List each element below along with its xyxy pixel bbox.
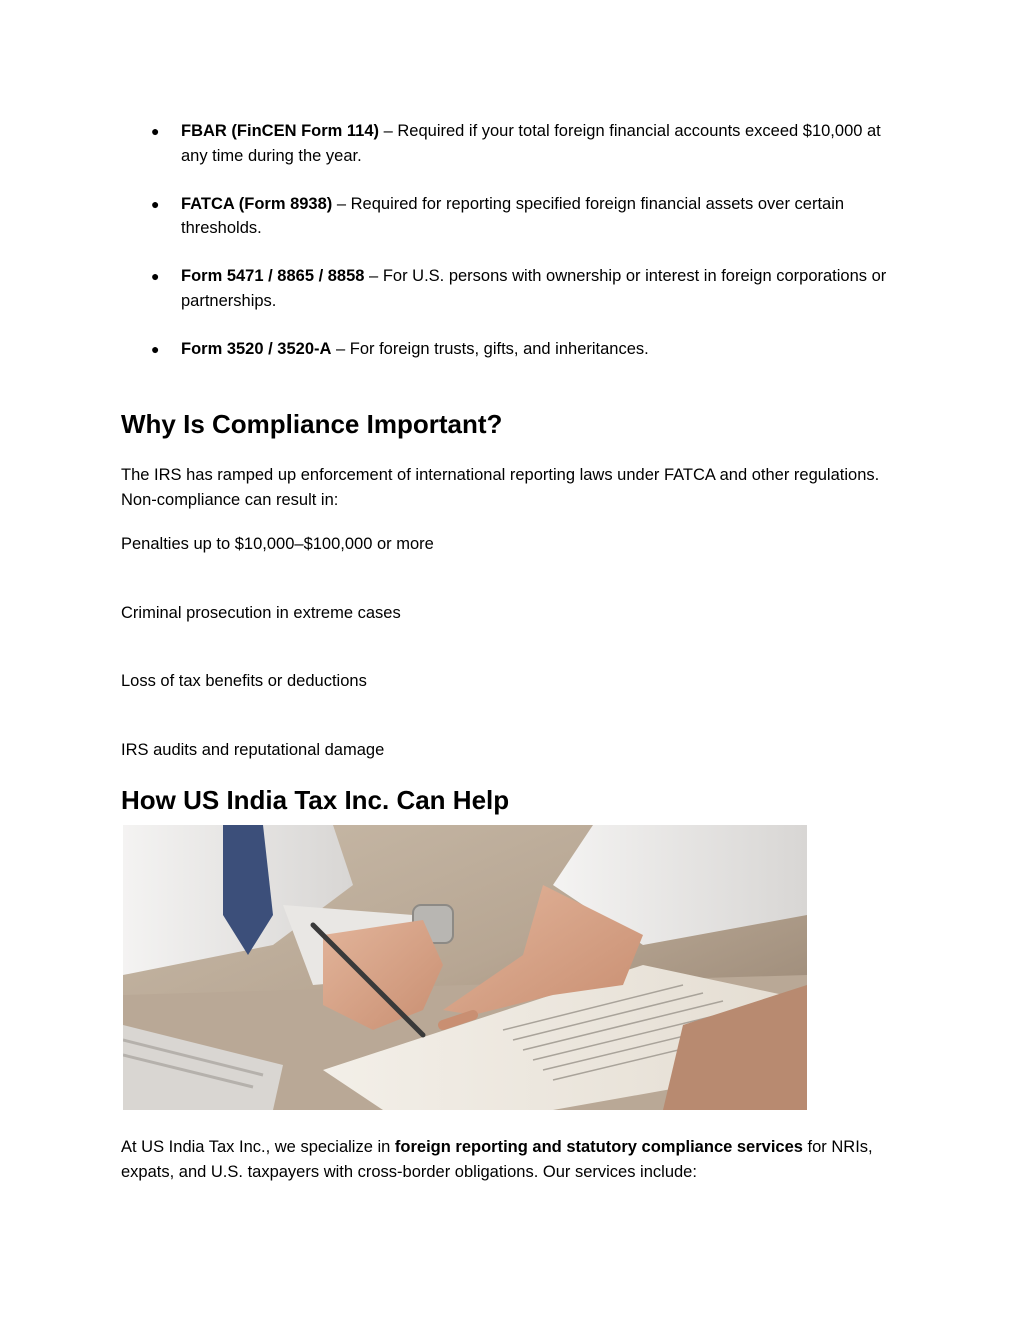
document-signing-photo xyxy=(123,825,807,1110)
form-description: – Required if your total foreign financial accounts exceed $10,000 at any time during the year. xyxy=(181,122,881,165)
consequence-item: Loss of tax benefits or deductions xyxy=(121,672,367,690)
bullet-icon: ● xyxy=(151,340,160,357)
form-description: – Required for reporting specified foreign financial assets over certain thresholds. xyxy=(181,194,845,237)
form-description: – For U.S. persons with ownership or interest in foreign corporations or partnerships. xyxy=(181,267,887,310)
bullet-icon: ● xyxy=(151,195,160,212)
form-name: Form 5471 / 8865 / 8858 xyxy=(181,267,365,285)
list-item xyxy=(151,192,891,241)
form-name: FATCA (Form 8938) xyxy=(181,194,333,213)
list-item xyxy=(151,264,891,313)
form-name: FBAR (FinCEN Form 114) xyxy=(181,122,380,140)
help-intro xyxy=(121,1135,891,1184)
help-intro-emphasis: foreign reporting and statutory compliance services xyxy=(394,1138,803,1156)
help-intro-start: At US India Tax Inc., we specialize in xyxy=(121,1138,395,1156)
compliance-heading: Why Is Compliance Important? xyxy=(121,409,503,439)
list-item xyxy=(151,119,891,168)
consequence-item: Penalties up to $10,000–$100,000 or more xyxy=(121,535,434,553)
consequence-item: Criminal prosecution in extreme cases xyxy=(121,604,401,622)
form-name: Form 3520 / 3520-A xyxy=(181,339,332,358)
form-description: – For foreign trusts, gifts, and inheritances. xyxy=(331,339,649,358)
help-heading: How US India Tax Inc. Can Help xyxy=(121,785,510,815)
bullet-icon: ● xyxy=(151,123,160,139)
list-item xyxy=(151,337,891,362)
bullet-icon: ● xyxy=(151,268,160,284)
consequence-item: IRS audits and reputational damage xyxy=(121,741,385,759)
form-bullet-list xyxy=(151,119,891,385)
compliance-intro: The IRS has ramped up enforcement of international reporting laws under FATCA and other regulations. Non-compliance can result in: xyxy=(121,466,880,509)
help-intro-end: for NRIs, expats, and U.S. taxpayers with cross-border obligations. Our services include: xyxy=(121,1138,873,1181)
